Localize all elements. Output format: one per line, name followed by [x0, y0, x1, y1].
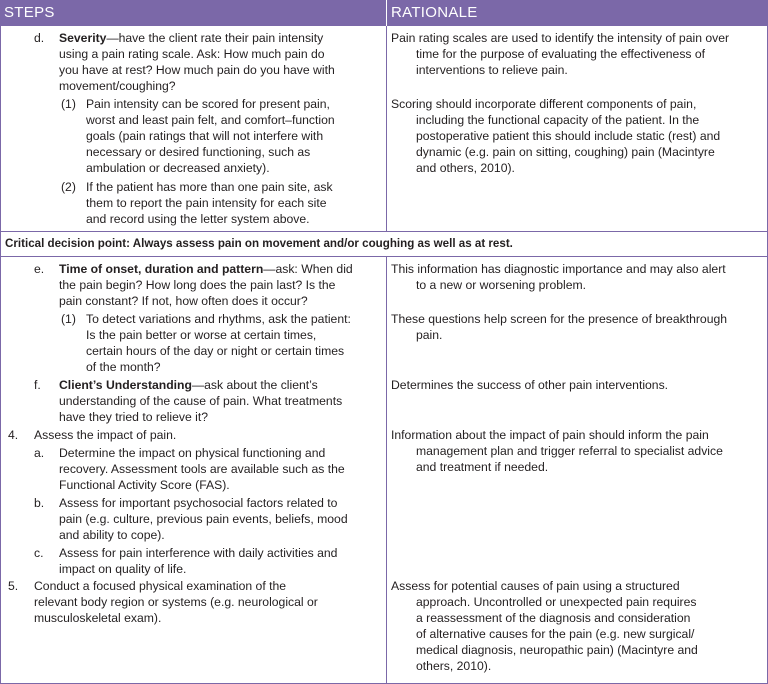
text-line: This information has diagnostic importance and may also alert [391, 262, 726, 276]
critical-decision-point: Critical decision point: Always assess pain on movement and/or coughing as well as at rest. [5, 237, 513, 250]
critical-row-top [0, 231, 768, 232]
text-line: and record using the letter system above. [86, 212, 310, 226]
text-line: medical diagnosis, neuropathic pain) (Macintyre and [416, 643, 698, 657]
step-f-understanding [59, 377, 318, 393]
text-line: pain (e.g. culture, previous pain events, beliefs, mood [59, 512, 348, 526]
text-line: you have at rest? How much pain do you have with [59, 63, 335, 77]
text-line: approach. Uncontrolled or unexpected pain requires [416, 595, 697, 609]
text-line: dynamic (e.g. pain on sitting, coughing) pain (Macintyre [416, 145, 715, 159]
text-line: Assess for important psychosocial factors related to [59, 496, 338, 510]
text-line: a reassessment of the diagnosis and consideration [416, 611, 691, 625]
text-line: time for the purpose of evaluating the effectiveness of [416, 47, 706, 61]
text-line: Scoring should incorporate different components of pain, [391, 97, 697, 111]
text-line: ambulation or decreased anxiety). [86, 161, 270, 175]
text-line: and treatment if needed. [416, 460, 549, 474]
text-line: have they tried to relieve it? [59, 410, 209, 424]
step-e-title: Time of onset, duration and pattern [59, 262, 264, 276]
rationale-header: RATIONALE [386, 0, 768, 26]
text-line: others, 2010). [416, 659, 492, 673]
text-line: If the patient has more than one pain site, ask [86, 180, 333, 194]
text-line: Is the pain better or worse at certain times, [86, 328, 317, 342]
step-f-marker: f. [34, 378, 41, 392]
text-line: to a new or worsening problem. [416, 278, 587, 292]
text-line: —ask about the client’s [191, 378, 318, 392]
text-line: postoperative patient this should include static (rest) and [416, 129, 721, 143]
text-line: To detect variations and rhythms, ask the patient: [86, 312, 351, 326]
text-line: pain constant? If not, how often does it occur? [59, 294, 308, 308]
text-line: Assess for potential causes of pain using a structured [391, 579, 680, 593]
left-border [0, 26, 1, 684]
column-divider-top [386, 26, 387, 232]
text-line: necessary or desired functioning, such as [86, 145, 311, 159]
text-line: movement/coughing? [59, 79, 176, 93]
text-line: including the functional capacity of the patient. In the [416, 113, 700, 127]
text-line: Determine the impact on physical functioning and [59, 446, 326, 460]
step-d2-marker: (2) [61, 180, 76, 194]
text-line: and others, 2010). [416, 161, 515, 175]
text-line: Information about the impact of pain should inform the pain [391, 428, 709, 442]
text-line: —ask: When did [263, 262, 353, 276]
step-4b-marker: b. [34, 496, 45, 510]
step-4a-marker: a. [34, 446, 45, 460]
text-line: certain hours of the day or night or certain times [86, 344, 345, 358]
critical-row-bottom [0, 256, 768, 257]
text-line: impact on quality of life. [59, 562, 187, 576]
step-f-title: Client’s Understanding [59, 378, 192, 392]
step-d-title: Severity [59, 31, 107, 45]
step-4-marker: 4. [8, 428, 19, 442]
step-e-marker: e. [34, 262, 45, 276]
text-line: recovery. Assessment tools are available such as the [59, 462, 345, 476]
text-line: worst and least pain felt, and comfort–function [86, 113, 335, 127]
steps-header: STEPS [0, 0, 386, 26]
text-line: musculoskeletal exam). [34, 611, 162, 625]
text-line: —have the client rate their pain intensity [106, 31, 324, 45]
text-line: Conduct a focused physical examination of the [34, 579, 287, 593]
text-line: and ability to cope). [59, 528, 165, 542]
text-line: interventions to relieve pain. [416, 63, 568, 77]
text-line: them to report the pain intensity for each site [86, 196, 327, 210]
text-line: Determines the success of other pain interventions. [391, 378, 669, 392]
step-4-text: Assess the impact of pain. [34, 428, 177, 442]
step-e-onset [59, 261, 353, 277]
text-line: pain. [416, 328, 443, 342]
text-line: of the month? [86, 360, 161, 374]
step-5-marker: 5. [8, 579, 19, 593]
text-line: management plan and trigger referral to specialist advice [416, 444, 723, 458]
text-line: goals (pain ratings that will not interfere with [86, 129, 324, 143]
text-line: understanding of the cause of pain. What treatments [59, 394, 343, 408]
text-line: Pain intensity can be scored for present pain, [86, 97, 330, 111]
step-e1-marker: (1) [61, 312, 76, 326]
text-line: using a pain rating scale. Ask: How much pain do [59, 47, 325, 61]
step-d1-marker: (1) [61, 97, 76, 111]
step-d-severity [59, 30, 323, 46]
text-line: Assess for pain interference with daily activities and [59, 546, 338, 560]
text-line: Functional Activity Score (FAS). [59, 478, 230, 492]
text-line: These questions help screen for the presence of breakthrough [391, 312, 728, 326]
text-line: the pain begin? How long does the pain last? Is the [59, 278, 336, 292]
step-4c-marker: c. [34, 546, 44, 560]
text-line: Pain rating scales are used to identify the intensity of pain over [391, 31, 730, 45]
text-line: relevant body region or systems (e.g. neurological or [34, 595, 318, 609]
column-divider-bottom [386, 257, 387, 684]
text-line: of alternative causes for the pain (e.g. new surgical/ [416, 627, 695, 641]
step-d-marker: d. [34, 31, 45, 45]
